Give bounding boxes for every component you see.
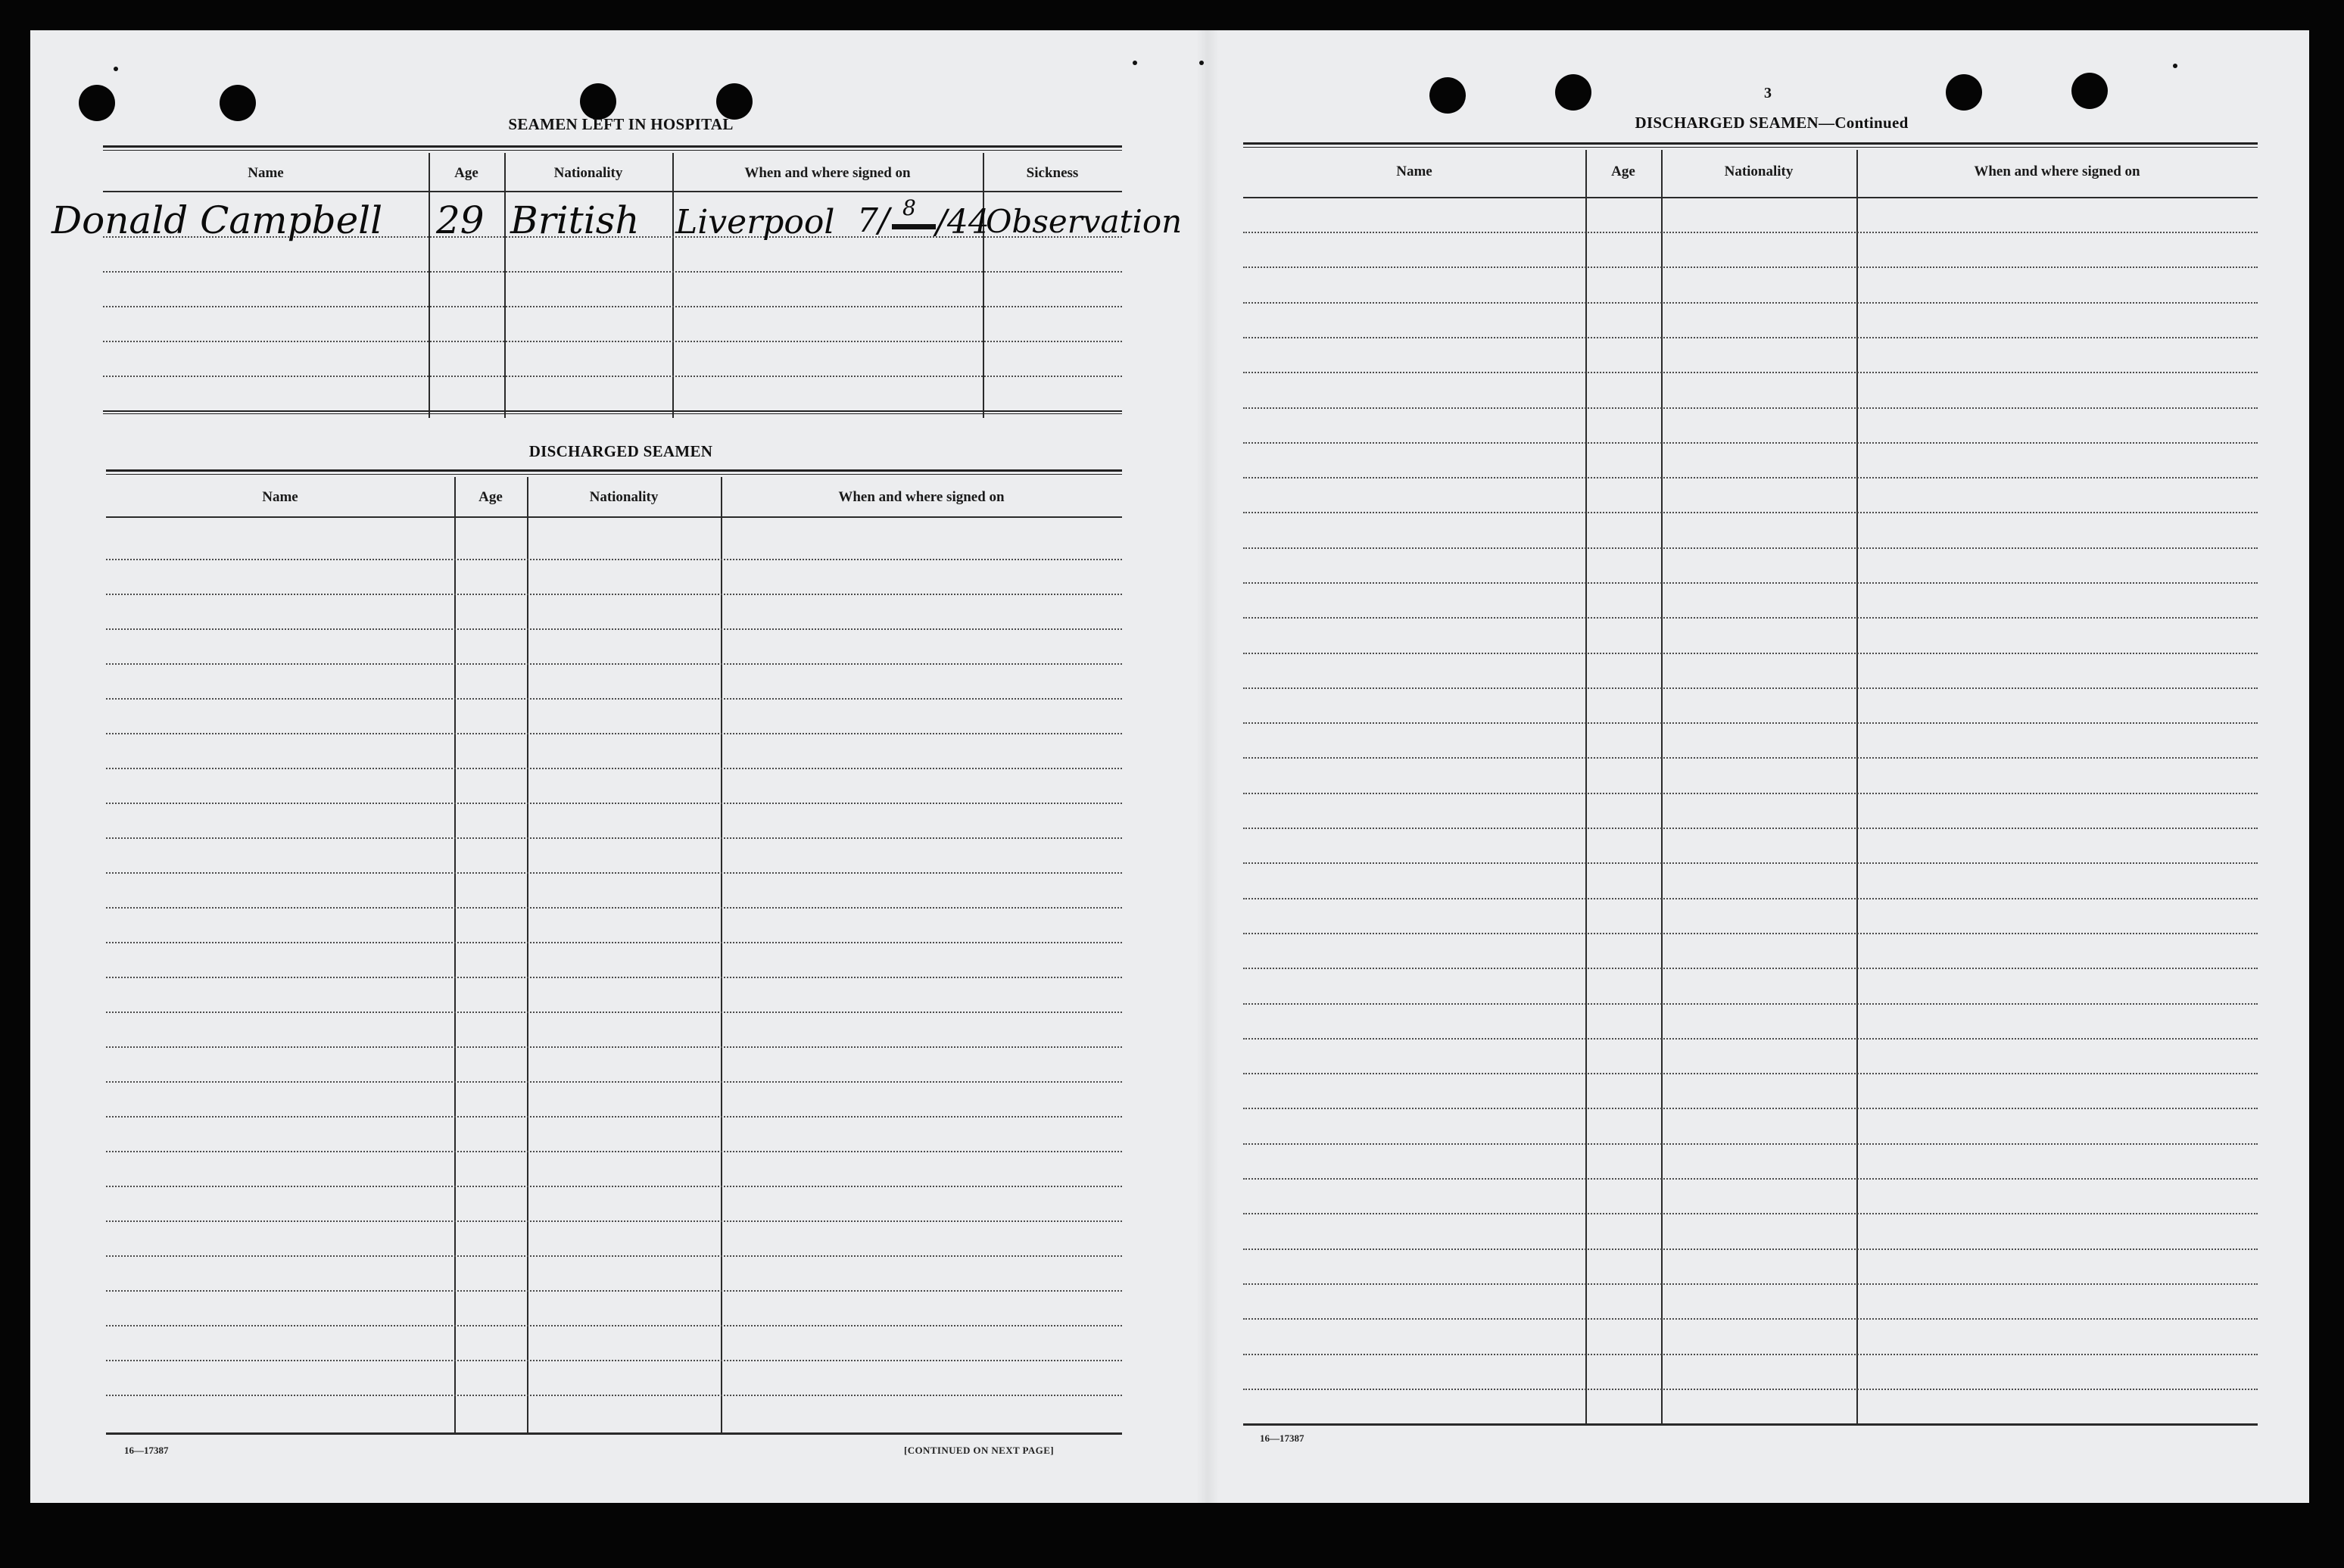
form-row-line — [1243, 232, 2258, 233]
discharged-col-signed-on: When and where signed on — [838, 489, 1005, 505]
discharged-continued-title-suffix: —Continued — [1819, 114, 1909, 132]
hospital-row-line — [103, 341, 1122, 342]
form-row-line — [106, 1186, 1122, 1187]
form-row-line — [106, 1046, 1122, 1048]
page-number: 3 — [1764, 85, 1772, 101]
form-row-line — [1243, 407, 2258, 409]
hospital-top-rule — [103, 145, 1122, 151]
hospital-row-line — [103, 376, 1122, 377]
hospital-col-divider — [983, 153, 984, 418]
hospital-col-signed-on: When and where signed on — [744, 165, 911, 181]
continued-col-name: Name — [1396, 164, 1432, 179]
punch-hole — [79, 85, 115, 121]
discharged-continued-title — [1537, 114, 2006, 132]
hospital-row-line — [103, 306, 1122, 307]
form-row-line — [1243, 302, 2258, 304]
punch-hole — [2071, 73, 2108, 109]
form-row-line — [106, 1220, 1122, 1222]
form-row-line — [106, 663, 1122, 665]
hospital-bottom-rule — [103, 410, 1122, 414]
form-row-line — [106, 872, 1122, 874]
form-row-line — [1243, 1354, 2258, 1355]
discharged-col-divider — [454, 477, 456, 1432]
form-row-line — [1243, 828, 2258, 829]
handwritten-nationality: British — [510, 198, 640, 242]
form-row-line — [1243, 1318, 2258, 1320]
discharged-top-rule — [106, 469, 1122, 475]
form-row-line — [1243, 547, 2258, 549]
form-row-line — [1243, 687, 2258, 689]
form-row-line — [106, 907, 1122, 909]
form-row-line — [1243, 862, 2258, 864]
handwritten-date-day: 7/ — [857, 201, 890, 240]
handwritten-sickness: Observation — [986, 203, 1183, 240]
handwritten-place: Liverpool — [675, 203, 835, 242]
form-row-line — [1243, 1038, 2258, 1040]
form-row-line — [106, 594, 1122, 595]
continued-col-divider — [1585, 150, 1587, 1423]
form-row-line — [106, 1290, 1122, 1292]
discharged-bottom-rule — [106, 1432, 1122, 1435]
continued-col-age: Age — [1611, 164, 1635, 179]
form-row-line — [106, 628, 1122, 630]
discharged-continued-title-main: DISCHARGED SEAMEN — [1635, 114, 1819, 132]
form-row-line — [106, 733, 1122, 734]
punch-hole — [1429, 77, 1466, 114]
hospital-row-line — [103, 271, 1122, 273]
form-number-right: 16—17387 — [1260, 1432, 1304, 1444]
speck — [114, 67, 118, 71]
hospital-header-rule — [103, 191, 1122, 192]
hospital-col-sickness: Sickness — [1026, 165, 1079, 181]
continued-on-next-page-note: [CONTINUED ON NEXT PAGE] — [904, 1445, 1054, 1456]
punch-hole — [1555, 74, 1591, 111]
hospital-col-divider — [672, 153, 674, 418]
continued-bottom-rule — [1243, 1423, 2258, 1426]
form-row-line — [1243, 653, 2258, 654]
discharged-col-nationality: Nationality — [589, 489, 659, 505]
punch-hole — [716, 83, 753, 120]
form-row-line — [1243, 1213, 2258, 1214]
discharged-col-divider — [527, 477, 528, 1432]
discharged-col-name: Name — [262, 489, 298, 505]
form-row-line — [106, 837, 1122, 839]
form-row-line — [106, 1012, 1122, 1013]
struck-out-mark — [892, 224, 936, 229]
form-row-line — [106, 1325, 1122, 1326]
continued-header-rule — [1243, 197, 2258, 198]
form-row-line — [106, 1255, 1122, 1257]
punch-hole — [220, 85, 256, 121]
form-row-line — [1243, 582, 2258, 584]
discharged-col-divider — [721, 477, 722, 1432]
hospital-col-divider — [504, 153, 506, 418]
form-row-line — [106, 1081, 1122, 1083]
form-row-line — [1243, 617, 2258, 619]
discharged-col-age: Age — [478, 489, 503, 505]
form-row-line — [1243, 337, 2258, 338]
form-row-line — [106, 942, 1122, 943]
continued-col-divider — [1856, 150, 1858, 1423]
hospital-col-name: Name — [248, 165, 284, 181]
handwritten-name: Donald Campbell — [51, 198, 383, 242]
form-row-line — [106, 559, 1122, 560]
page-fold — [1196, 30, 1219, 1503]
punch-hole — [1946, 74, 1982, 111]
hospital-col-age: Age — [454, 165, 478, 181]
form-row-line — [1243, 793, 2258, 794]
form-row-line — [106, 768, 1122, 769]
form-row-line — [1243, 898, 2258, 899]
discharged-header-rule — [106, 516, 1122, 518]
form-row-line — [1243, 722, 2258, 724]
form-row-line — [1243, 1073, 2258, 1074]
discharged-section-title: DISCHARGED SEAMEN — [528, 442, 713, 460]
form-row-line — [1243, 933, 2258, 934]
hospital-col-divider — [429, 153, 430, 418]
form-row-line — [106, 1151, 1122, 1152]
form-row-line — [106, 1116, 1122, 1118]
speck — [1199, 61, 1204, 65]
punch-hole — [580, 83, 616, 120]
form-row-line — [106, 803, 1122, 804]
continued-col-divider — [1661, 150, 1663, 1423]
form-row-line — [1243, 1178, 2258, 1180]
form-row-line — [1243, 1389, 2258, 1390]
continued-col-signed-on: When and where signed on — [1974, 164, 2140, 179]
document-sheet — [30, 30, 2309, 1503]
speck — [2173, 64, 2177, 68]
form-row-line — [1243, 1248, 2258, 1250]
form-row-line — [1243, 1283, 2258, 1285]
handwritten-date-month: 8 — [902, 195, 916, 220]
form-row-line — [106, 698, 1122, 700]
form-row-line — [1243, 968, 2258, 969]
form-row-line — [106, 1395, 1122, 1396]
form-row-line — [1243, 512, 2258, 513]
form-row-line — [1243, 1108, 2258, 1109]
handwritten-date-year: /44 — [936, 203, 990, 242]
form-row-line — [106, 1360, 1122, 1361]
hospital-col-nationality: Nationality — [553, 165, 623, 181]
form-row-line — [1243, 442, 2258, 444]
form-row-line — [1243, 477, 2258, 479]
speck — [1133, 61, 1137, 65]
hospital-section-title: SEAMEN LEFT IN HOSPITAL — [508, 115, 734, 133]
continued-col-nationality: Nationality — [1724, 164, 1794, 179]
form-row-line — [106, 977, 1122, 978]
handwritten-age: 29 — [436, 198, 485, 242]
form-number-left: 16—17387 — [124, 1445, 169, 1456]
form-row-line — [1243, 1003, 2258, 1005]
form-row-line — [1243, 757, 2258, 759]
form-row-line — [1243, 1143, 2258, 1145]
form-row-line — [1243, 372, 2258, 373]
continued-top-rule — [1243, 142, 2258, 148]
form-row-line — [1243, 267, 2258, 268]
